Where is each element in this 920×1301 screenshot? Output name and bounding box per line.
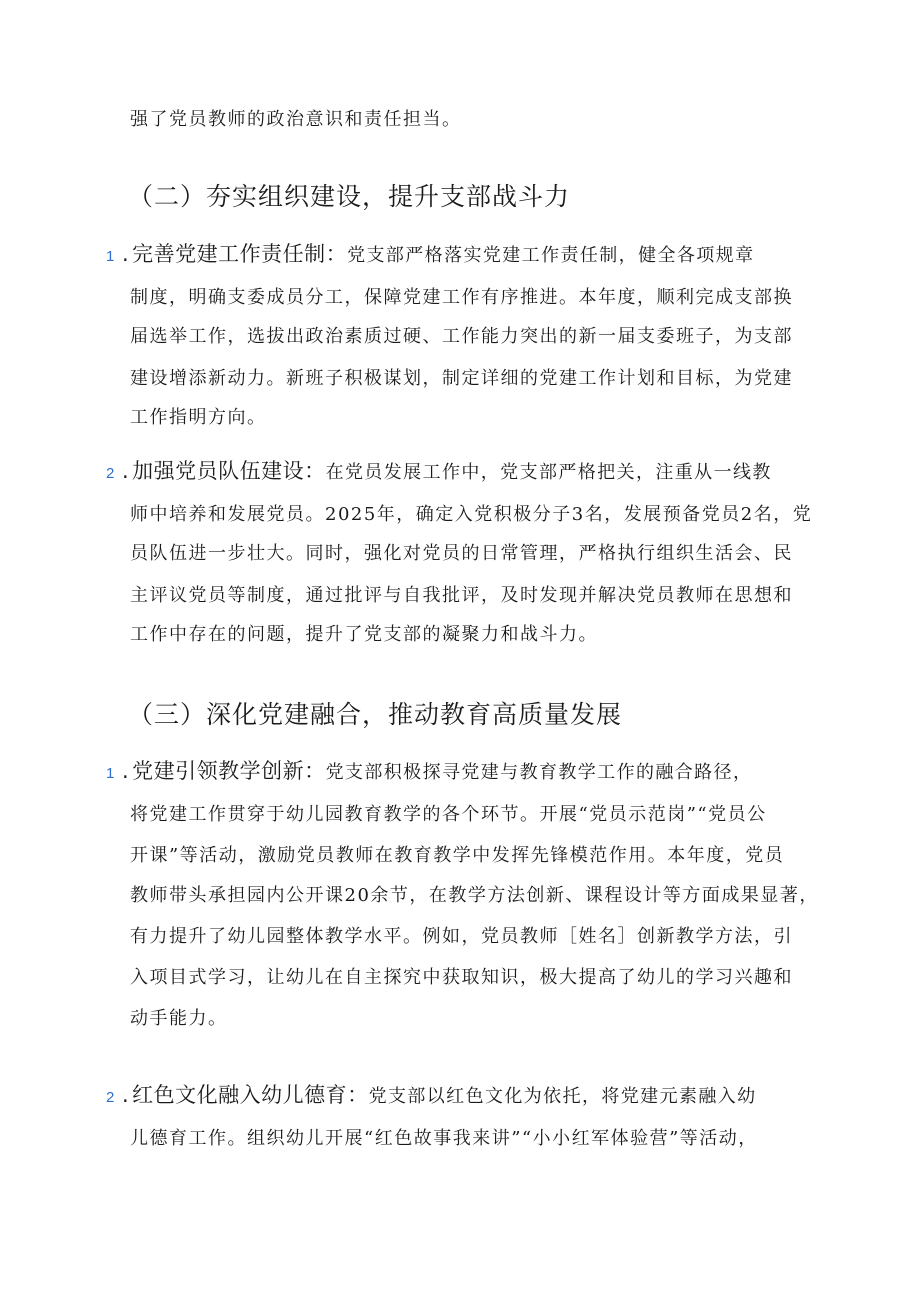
list-dot: .	[122, 242, 131, 266]
paragraph-line: 建设增添新动力。新班子积极谋划，制定详细的党建工作计划和目标，为党建	[130, 368, 793, 389]
list-number: 2	[106, 465, 115, 482]
paragraph-line: 工作中存在的问题，提升了党支部的凝聚力和战斗力。	[130, 624, 598, 645]
paragraph-line: 制度，明确支委成员分工，保障党建工作有序推进。本年度，顺利完成支部换	[130, 287, 793, 308]
list-item-first-line	[122, 241, 754, 269]
list-dot: .	[122, 1083, 131, 1107]
paragraph-line: 开课”等活动，激励党员教师在教育教学中发挥先锋模范作用。本年度，党员	[130, 845, 785, 866]
paragraph-line: 工作指明方向。	[130, 407, 267, 428]
intro-line: 强了党员教师的政治意识和责任担当。	[130, 109, 462, 130]
paragraph-line: 员队伍进一步壮大。同时，强化对党员的日常管理，严格执行组织生活会、民	[130, 543, 793, 564]
section-heading-3: （三）深化党建融合，推动教育高质量发展	[128, 700, 623, 729]
list-number: 1	[106, 765, 115, 782]
paragraph-line: 入项目式学习，让幼儿在自主探究中获取知识，极大提高了幼儿的学习兴趣和	[130, 967, 793, 988]
paragraph-line: 主评议党员等制度，通过批评与自我批评，及时发现并解决党员教师在思想和	[130, 585, 793, 606]
item-text: 在党员发展工作中，党支部严格把关，注重从一线教	[325, 462, 772, 483]
section-heading-2: （二）夯实组织建设，提升支部战斗力	[128, 182, 571, 211]
item-title: 加强党员队伍建设：	[132, 459, 326, 483]
paragraph-line: 届选举工作，选拔出政治素质过硬、工作能力突出的新一届支委班子，为支部	[130, 326, 793, 347]
paragraph-line: 儿德育工作。组织幼儿开展“红色故事我来讲”“小小红军体验营”等活动，	[130, 1128, 758, 1149]
paragraph-line: 师中培养和发展党员。2025年，确定入党积极分子3名，发展预备党员2名，党	[130, 504, 813, 525]
item-text: 党支部严格落实党建工作责任制，健全各项规章	[347, 245, 755, 266]
paragraph-line: 教师带头承担园内公开课20余节，在教学方法创新、课程设计等方面成果显著，	[130, 885, 819, 906]
list-dot: .	[122, 459, 131, 483]
paragraph-line: 将党建工作贯穿于幼儿园教育教学的各个环节。开展“党员示范岗”“党员公	[130, 804, 767, 825]
item-text: 党支部以红色文化为依托，将党建元素融入幼	[368, 1086, 757, 1107]
paragraph-line: 动手能力。	[130, 1008, 228, 1029]
list-number: 2	[106, 1089, 115, 1106]
paragraph-line: 有力提升了幼儿园整体教学水平。例如，党员教师［姓名］创新教学方法，引	[130, 926, 793, 947]
list-item-first-line	[122, 458, 772, 486]
list-item-first-line	[122, 1082, 757, 1110]
list-dot: .	[122, 759, 131, 783]
item-text: 党支部积极探寻党建与教育教学工作的融合路径，	[325, 762, 753, 783]
list-number: 1	[106, 248, 115, 265]
item-title: 红色文化融入幼儿德育：	[132, 1083, 369, 1107]
item-title: 党建引领教学创新：	[132, 759, 326, 783]
item-title: 完善党建工作责任制：	[132, 242, 348, 266]
list-item-first-line	[122, 758, 752, 786]
